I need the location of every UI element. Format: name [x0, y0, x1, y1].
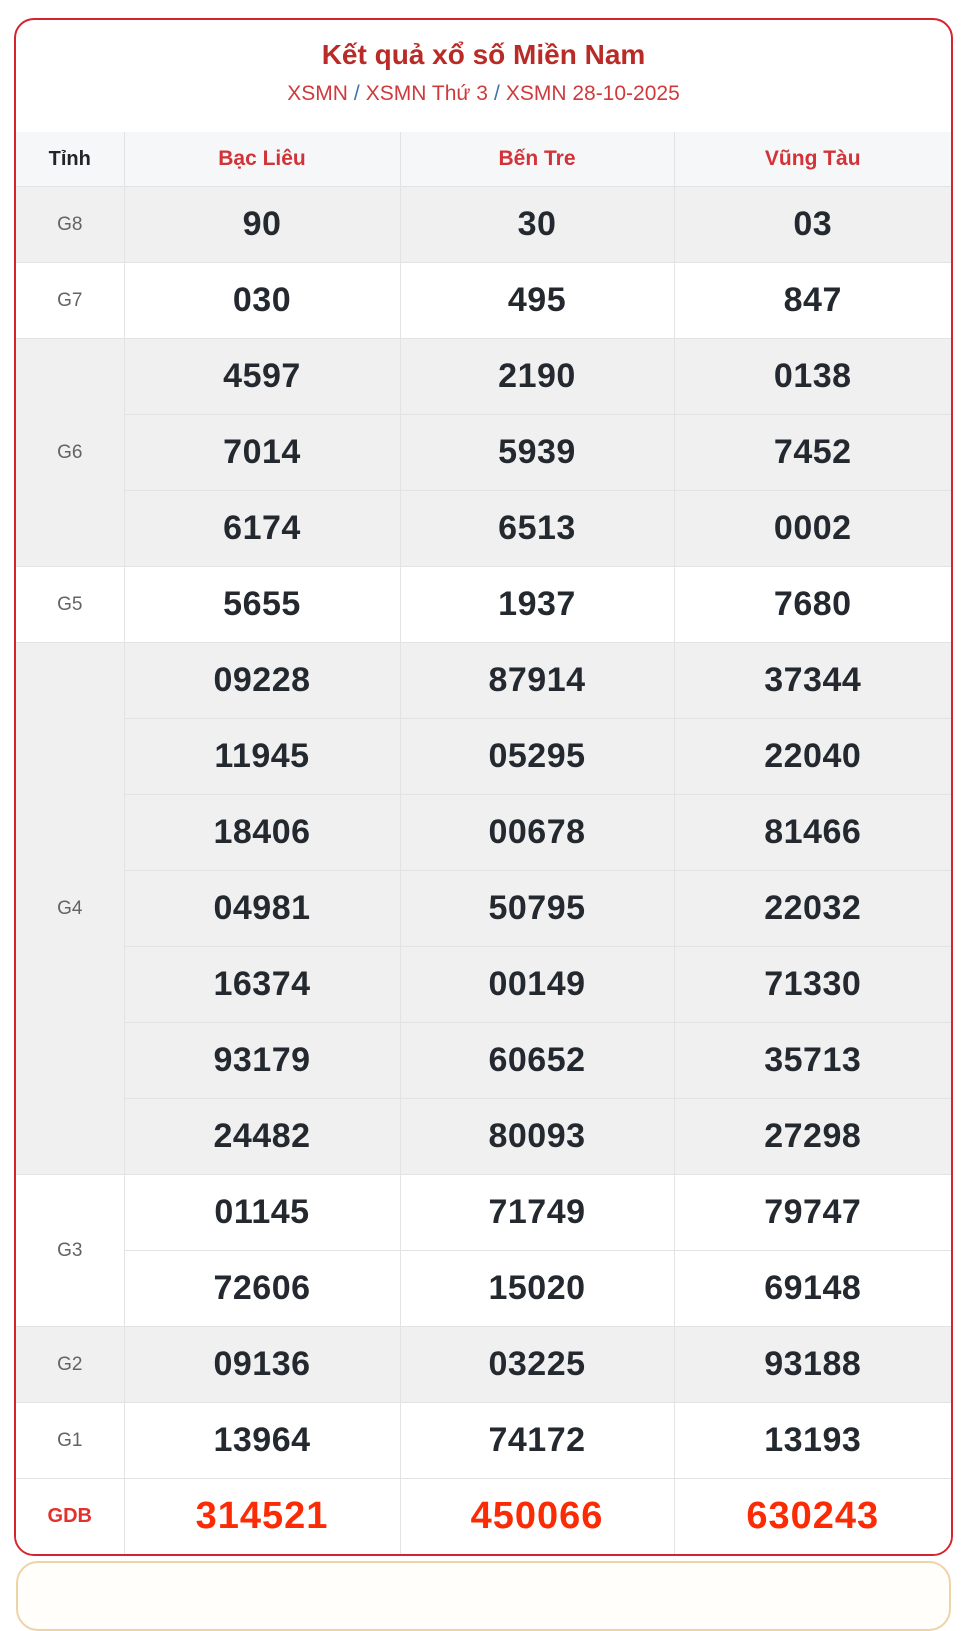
- result-cell: 27298: [674, 1099, 951, 1175]
- result-cell: 6513: [400, 491, 674, 567]
- table-row-g4-4: [16, 871, 951, 947]
- result-cell: 22032: [674, 871, 951, 947]
- table-row-g6-3: [16, 491, 951, 567]
- lottery-results-card: [14, 18, 953, 1556]
- result-cell: 81466: [674, 795, 951, 871]
- bottom-panel: [16, 1561, 951, 1631]
- result-cell: 15020: [400, 1251, 674, 1327]
- prize-label-g5: G5: [16, 567, 124, 643]
- table-row-g3-1: [16, 1175, 951, 1251]
- table-row-g1: [16, 1403, 951, 1479]
- result-cell: 00678: [400, 795, 674, 871]
- table-row-g4-3: [16, 795, 951, 871]
- result-cell: 7014: [124, 415, 400, 491]
- result-cell: 6174: [124, 491, 400, 567]
- table-row-g8: [16, 187, 951, 263]
- result-cell: 7452: [674, 415, 951, 491]
- result-cell: 87914: [400, 643, 674, 719]
- prize-label-g4: G4: [16, 643, 124, 1175]
- result-cell: 69148: [674, 1251, 951, 1327]
- result-cell: 05295: [400, 719, 674, 795]
- table-row-g4-5: [16, 947, 951, 1023]
- result-cell: 93179: [124, 1023, 400, 1099]
- header-row: [16, 132, 951, 187]
- result-cell: 16374: [124, 947, 400, 1023]
- prize-label-g1: G1: [16, 1403, 124, 1479]
- prize-label-g2: G2: [16, 1327, 124, 1403]
- breadcrumb-link-xsmn[interactable]: XSMN: [287, 82, 348, 105]
- result-cell: 7680: [674, 567, 951, 643]
- result-cell: 03: [674, 187, 951, 263]
- result-cell: 71330: [674, 947, 951, 1023]
- result-cell: 01145: [124, 1175, 400, 1251]
- result-cell: 60652: [400, 1023, 674, 1099]
- column-header-ben-tre: Bến Tre: [400, 132, 674, 187]
- prize-label-g6: G6: [16, 339, 124, 567]
- table-row-g3-2: [16, 1251, 951, 1327]
- result-cell: 80093: [400, 1099, 674, 1175]
- result-cell: 30: [400, 187, 674, 263]
- breadcrumb-separator: /: [353, 82, 360, 105]
- result-cell: 18406: [124, 795, 400, 871]
- result-cell: 79747: [674, 1175, 951, 1251]
- result-cell: 74172: [400, 1403, 674, 1479]
- result-cell: 13193: [674, 1403, 951, 1479]
- table-row-g6-2: [16, 415, 951, 491]
- breadcrumb-link-xsmn-date[interactable]: XSMN 28-10-2025: [505, 82, 680, 105]
- prize-label-gdb: GDB: [16, 1479, 124, 1555]
- result-cell: 1937: [400, 567, 674, 643]
- result-cell: 22040: [674, 719, 951, 795]
- result-cell: 5939: [400, 415, 674, 491]
- result-cell: 72606: [124, 1251, 400, 1327]
- result-cell-jackpot: 450066: [400, 1479, 674, 1555]
- result-cell: 90: [124, 187, 400, 263]
- breadcrumb-separator: /: [493, 82, 500, 105]
- table-row-g4-7: [16, 1099, 951, 1175]
- result-cell: 35713: [674, 1023, 951, 1099]
- breadcrumb: [16, 80, 951, 108]
- prize-label-g7: G7: [16, 263, 124, 339]
- page-title: Kết quả xổ số Miền Nam: [321, 39, 646, 70]
- table-row-g4-2: [16, 719, 951, 795]
- result-cell: 03225: [400, 1327, 674, 1403]
- table-row-gdb: [16, 1479, 951, 1555]
- result-cell: 93188: [674, 1327, 951, 1403]
- result-cell: 24482: [124, 1099, 400, 1175]
- result-cell: 030: [124, 263, 400, 339]
- result-cell: 71749: [400, 1175, 674, 1251]
- result-cell: 04981: [124, 871, 400, 947]
- result-cell: 50795: [400, 871, 674, 947]
- column-header-bac-lieu: Bạc Liêu: [124, 132, 400, 187]
- result-cell: 09228: [124, 643, 400, 719]
- result-cell: 495: [400, 263, 674, 339]
- table-row-g7: [16, 263, 951, 339]
- prize-label-g3: G3: [16, 1175, 124, 1327]
- table-row-g4-1: [16, 643, 951, 719]
- table-row-g4-6: [16, 1023, 951, 1099]
- result-cell: 847: [674, 263, 951, 339]
- result-cell: 37344: [674, 643, 951, 719]
- prize-label-g8: G8: [16, 187, 124, 263]
- result-cell: 13964: [124, 1403, 400, 1479]
- table-row-g2: [16, 1327, 951, 1403]
- result-cell-jackpot: 630243: [674, 1479, 951, 1555]
- breadcrumb-link-xsmn-thu-3[interactable]: XSMN Thứ 3: [365, 82, 488, 105]
- column-header-province: Tỉnh: [16, 132, 124, 187]
- result-cell: 2190: [400, 339, 674, 415]
- result-cell: 4597: [124, 339, 400, 415]
- table-row-g6-1: [16, 339, 951, 415]
- result-cell: 0138: [674, 339, 951, 415]
- table-row-g5: [16, 567, 951, 643]
- result-cell: 11945: [124, 719, 400, 795]
- result-cell: 00149: [400, 947, 674, 1023]
- result-cell: 0002: [674, 491, 951, 567]
- result-cell: 5655: [124, 567, 400, 643]
- result-cell: 09136: [124, 1327, 400, 1403]
- column-header-vung-tau: Vũng Tàu: [674, 132, 951, 187]
- results-table: [16, 132, 951, 1554]
- result-cell-jackpot: 314521: [124, 1479, 400, 1555]
